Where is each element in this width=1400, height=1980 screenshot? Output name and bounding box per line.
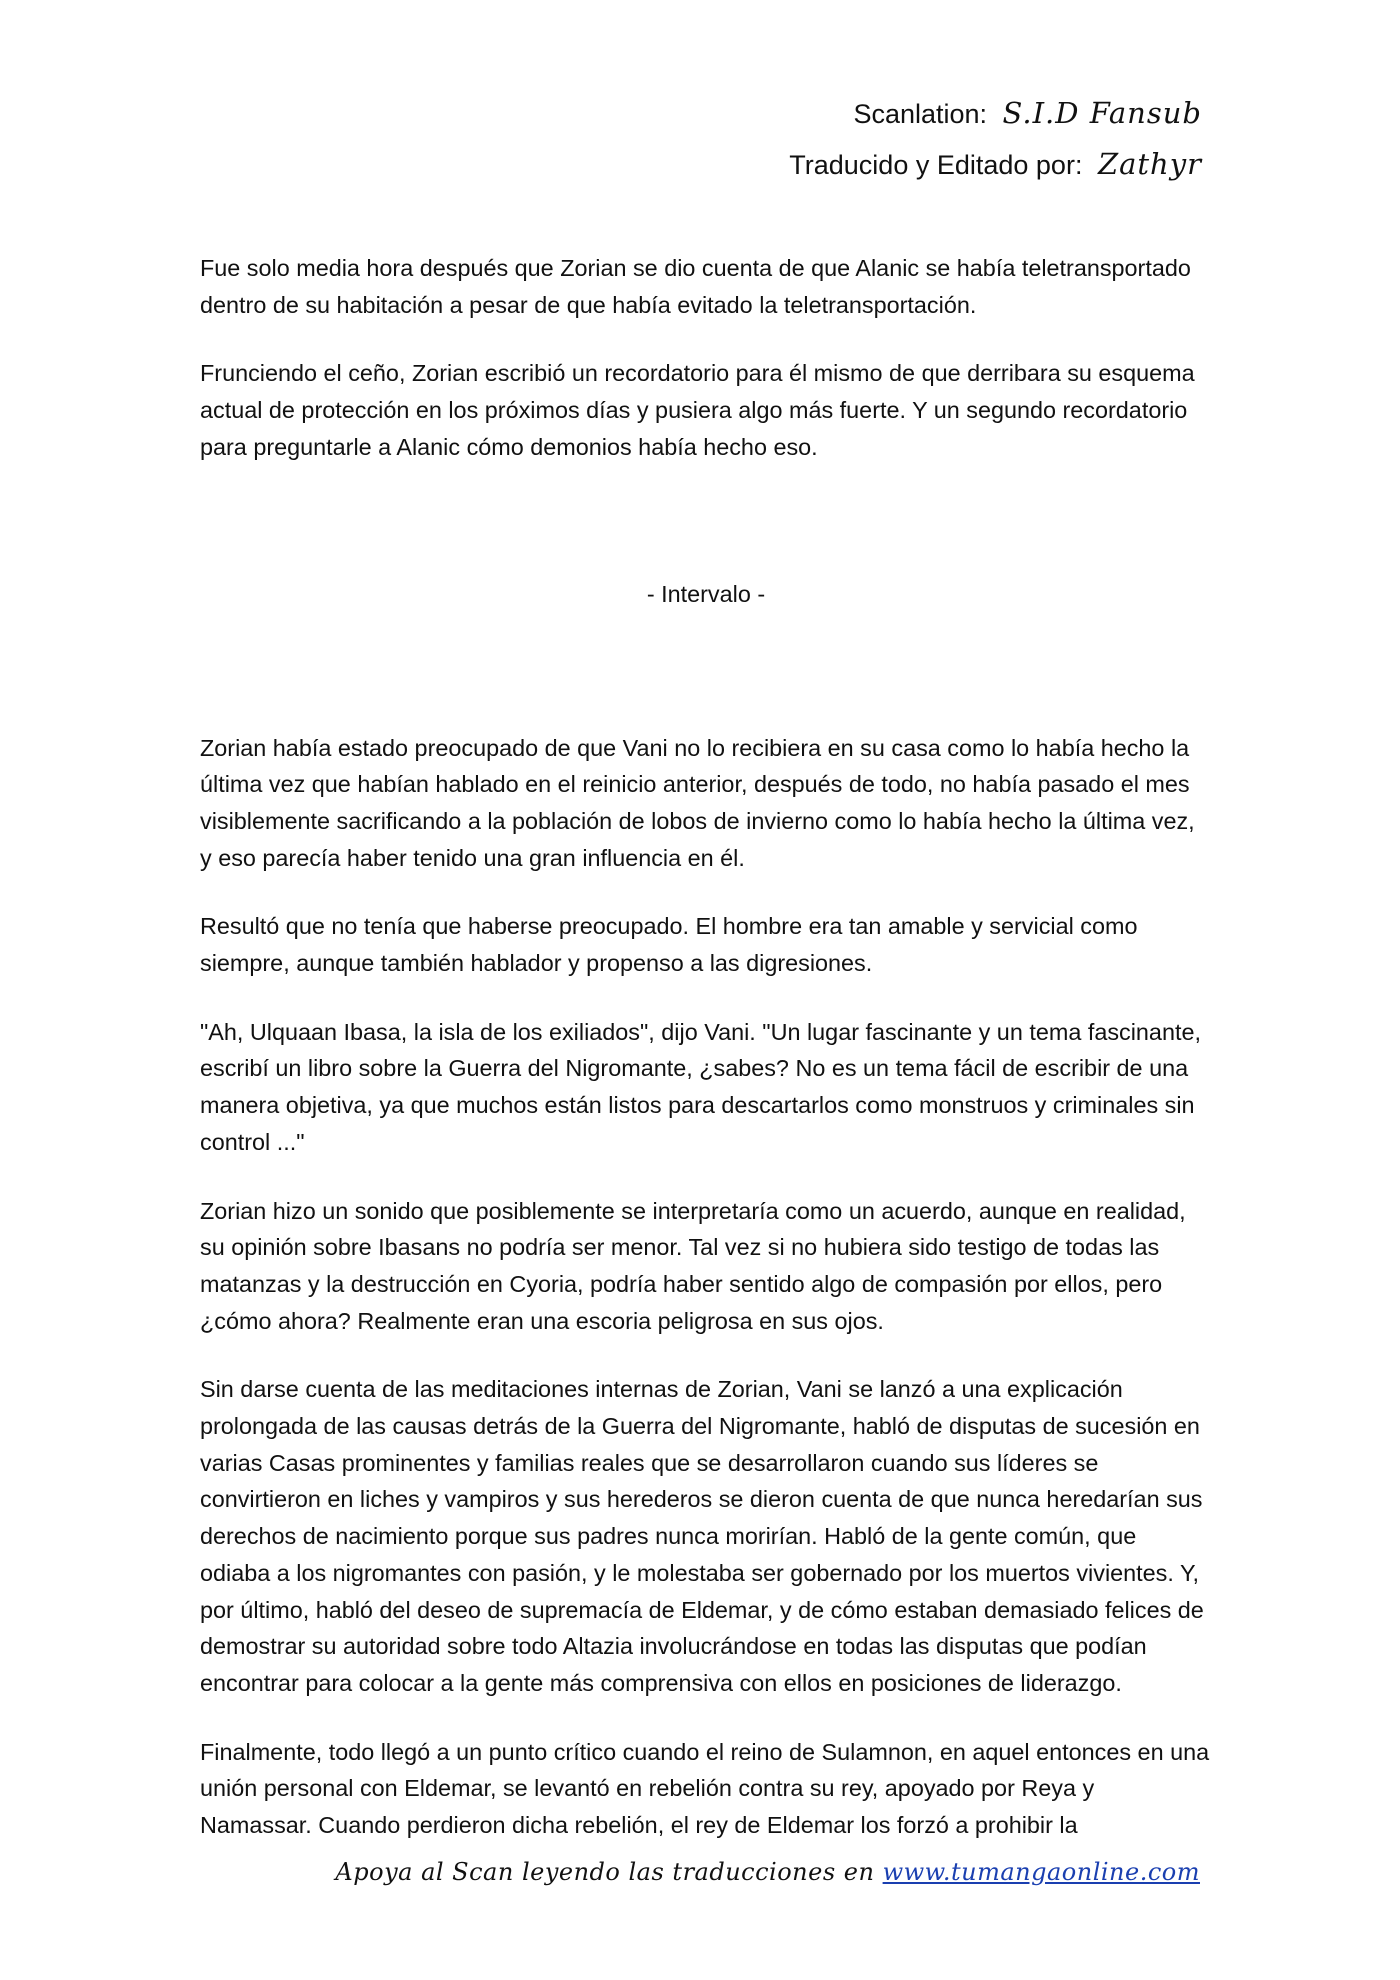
paragraph: Fue solo media hora después que Zorian se dio cuenta de que Alanic se había teletransportado dentro de su habitación a pesar de que había evitado la teletransportación.	[200, 255, 1191, 318]
scanlation-label: Scanlation:	[853, 99, 988, 129]
section-separator: - Intervalo -	[646, 580, 766, 607]
paragraph: Zorian había estado preocupado de que Vani no lo recibiera en su casa como lo había hecho la última vez que habían hablado en el reinicio anterior, después de todo, no había pasado el mes visiblemente sacrificando a la población de lobos de invierno como lo había hecho la última vez, y eso parecía haber tenido una gran influencia en él.	[200, 734, 1195, 871]
scanlation-credit	[789, 88, 1202, 139]
paragraph: Resultó que no tenía que haberse preocupado. El hombre era tan amable y servicial como siempre, aunque también hablador y propenso a las digresiones.	[200, 913, 1138, 977]
paragraph: Finalmente, todo llegó a un punto crítico cuando el reino de Sulamnon, en aquel entonces en una unión personal con Eldemar, se levantó en rebelión contra su rey, apoyado por Reya y Namassar. Cuando perdieron dicha rebelión, el rey de Eldemar los forzó a prohibir la	[200, 1738, 1210, 1839]
translator-label: Traducido y Editado por:	[789, 150, 1083, 180]
support-footer	[335, 1858, 1200, 1886]
credits-header	[789, 88, 1202, 190]
document-body	[200, 250, 1212, 1876]
footer-text: Apoya al Scan leyendo las traducciones en	[335, 1858, 875, 1886]
paragraph: Zorian hizo un sonido que posiblemente se interpretaría como un acuerdo, aunque en realidad, su opinión sobre Ibasans no podría ser menor. Tal vez si no hubiera sido testigo de todas las matanzas y la destrucción en Cyoria, podría haber sentido algo de compasión por ellos, pero ¿cómo ahora? Realmente eran una escoria peligrosa en sus ojos.	[200, 1197, 1186, 1334]
paragraph: Frunciendo el ceño, Zorian escribió un recordatorio para él mismo de que derribara su esquema actual de protección en los próximos días y pusiera algo más fuerte. Y un segundo recordatorio para preguntarle a Alanic cómo demonios había hecho eso.	[200, 360, 1195, 460]
translator-credit	[789, 139, 1202, 190]
paragraph: Sin darse cuenta de las meditaciones internas de Zorian, Vani se lanzó a una explicación prolongada de las causas detrás de la Guerra del Nigromante, habló de disputas de sucesión en varias Casas prominentes y familias reales que se desarrollaron cuando sus líderes se convirtieron en liches y vampiros y sus herederos se dieron cuenta de que nunca heredarían sus derechos de nacimiento porque sus padres nunca morirían. Habló de la gente común, que odiaba a los nigromantes con pasión, y le molestaba ser gobernado por los muertos vivientes. Y, por último, habló del deseo de supremacía de Eldemar, y de cómo estaban demasiado felices de demostrar su autoridad sobre todo Altazia involucrándose en todas las disputas que podían encontrar para colocar a la gente más comprensiva con ellos en posiciones de liderazgo.	[200, 1376, 1204, 1696]
translator-name: Zathyr	[1097, 147, 1202, 181]
scanlation-group: S.I.D Fansub	[1002, 96, 1202, 130]
paragraph: "Ah, Ulquaan Ibasa, la isla de los exiliados", dijo Vani. "Un lugar fascinante y un tema fascinante, escribí un libro sobre la Guerra del Nigromante, ¿sabes? No es un tema fácil de escribir de una manera objetiva, ya que muchos están listos para descartarlos como monstruos y criminales sin control ..."	[200, 1018, 1201, 1155]
footer-link[interactable]: www.tumangaonline.com	[882, 1858, 1200, 1886]
